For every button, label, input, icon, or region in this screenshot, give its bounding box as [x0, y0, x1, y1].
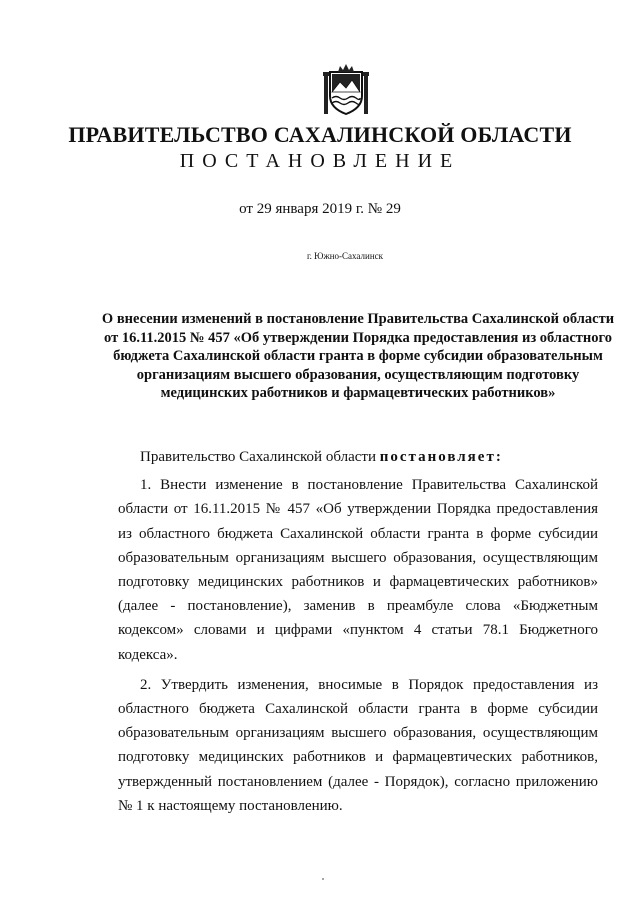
preamble-text: Правительство Сахалинской области — [140, 449, 380, 465]
document-subject: О внесении изменений в постановление Правительства Сахалинской области от 16.11.2015 № 457 «Об утверждении Порядка предоставления из областного бюджета Сахалинской области гранта в форме субсидии образовательным организациям высшего образования, осуществляющим подготовку медицинских работников и фармацевтических работников» — [101, 311, 615, 401]
document-date-number: от 29 января 2019 г. № 29 — [239, 201, 401, 217]
preamble-decree: постановляет: — [379, 449, 503, 465]
scan-artifact-dot — [322, 878, 324, 880]
sakhalin-coat-of-arms-icon — [322, 62, 370, 116]
preamble — [118, 445, 598, 469]
paragraph-2: 2. Утвердить изменения, вносимые в Порядок предоставления из областного бюджета Сахалинской области гранта в форме субсидии образовательным организациям высшего образования, осуществляющим подготовку медицинских работников и фармацевтических работников, утвержденный постановлением (далее - Порядок), согласно приложению № 1 к настоящему постановлению. — [118, 676, 598, 814]
document-city: г. Южно-Сахалинск — [306, 251, 383, 261]
document-type-title: ПОСТАНОВЛЕНИЕ — [179, 150, 461, 172]
document-body — [118, 445, 598, 824]
government-title: ПРАВИТЕЛЬСТВО САХАЛИНСКОЙ ОБЛАСТИ — [68, 122, 572, 147]
paragraph-1: 1. Внести изменение в постановление Правительства Сахалинской области от 16.11.2015 № 457 «Об утверждении Порядка предоставления из областного бюджета Сахалинской области гранта в форме субсидии образовательным организациям высшего образования, осуществляющим подготовку медицинских работников и фармацевтических работников» (далее - постановление), заменив в преамбуле слова «Бюджетным кодексом» словами и цифрами «пунктом 4 статьи 78.1 Бюджетного кодекса». — [118, 477, 598, 663]
